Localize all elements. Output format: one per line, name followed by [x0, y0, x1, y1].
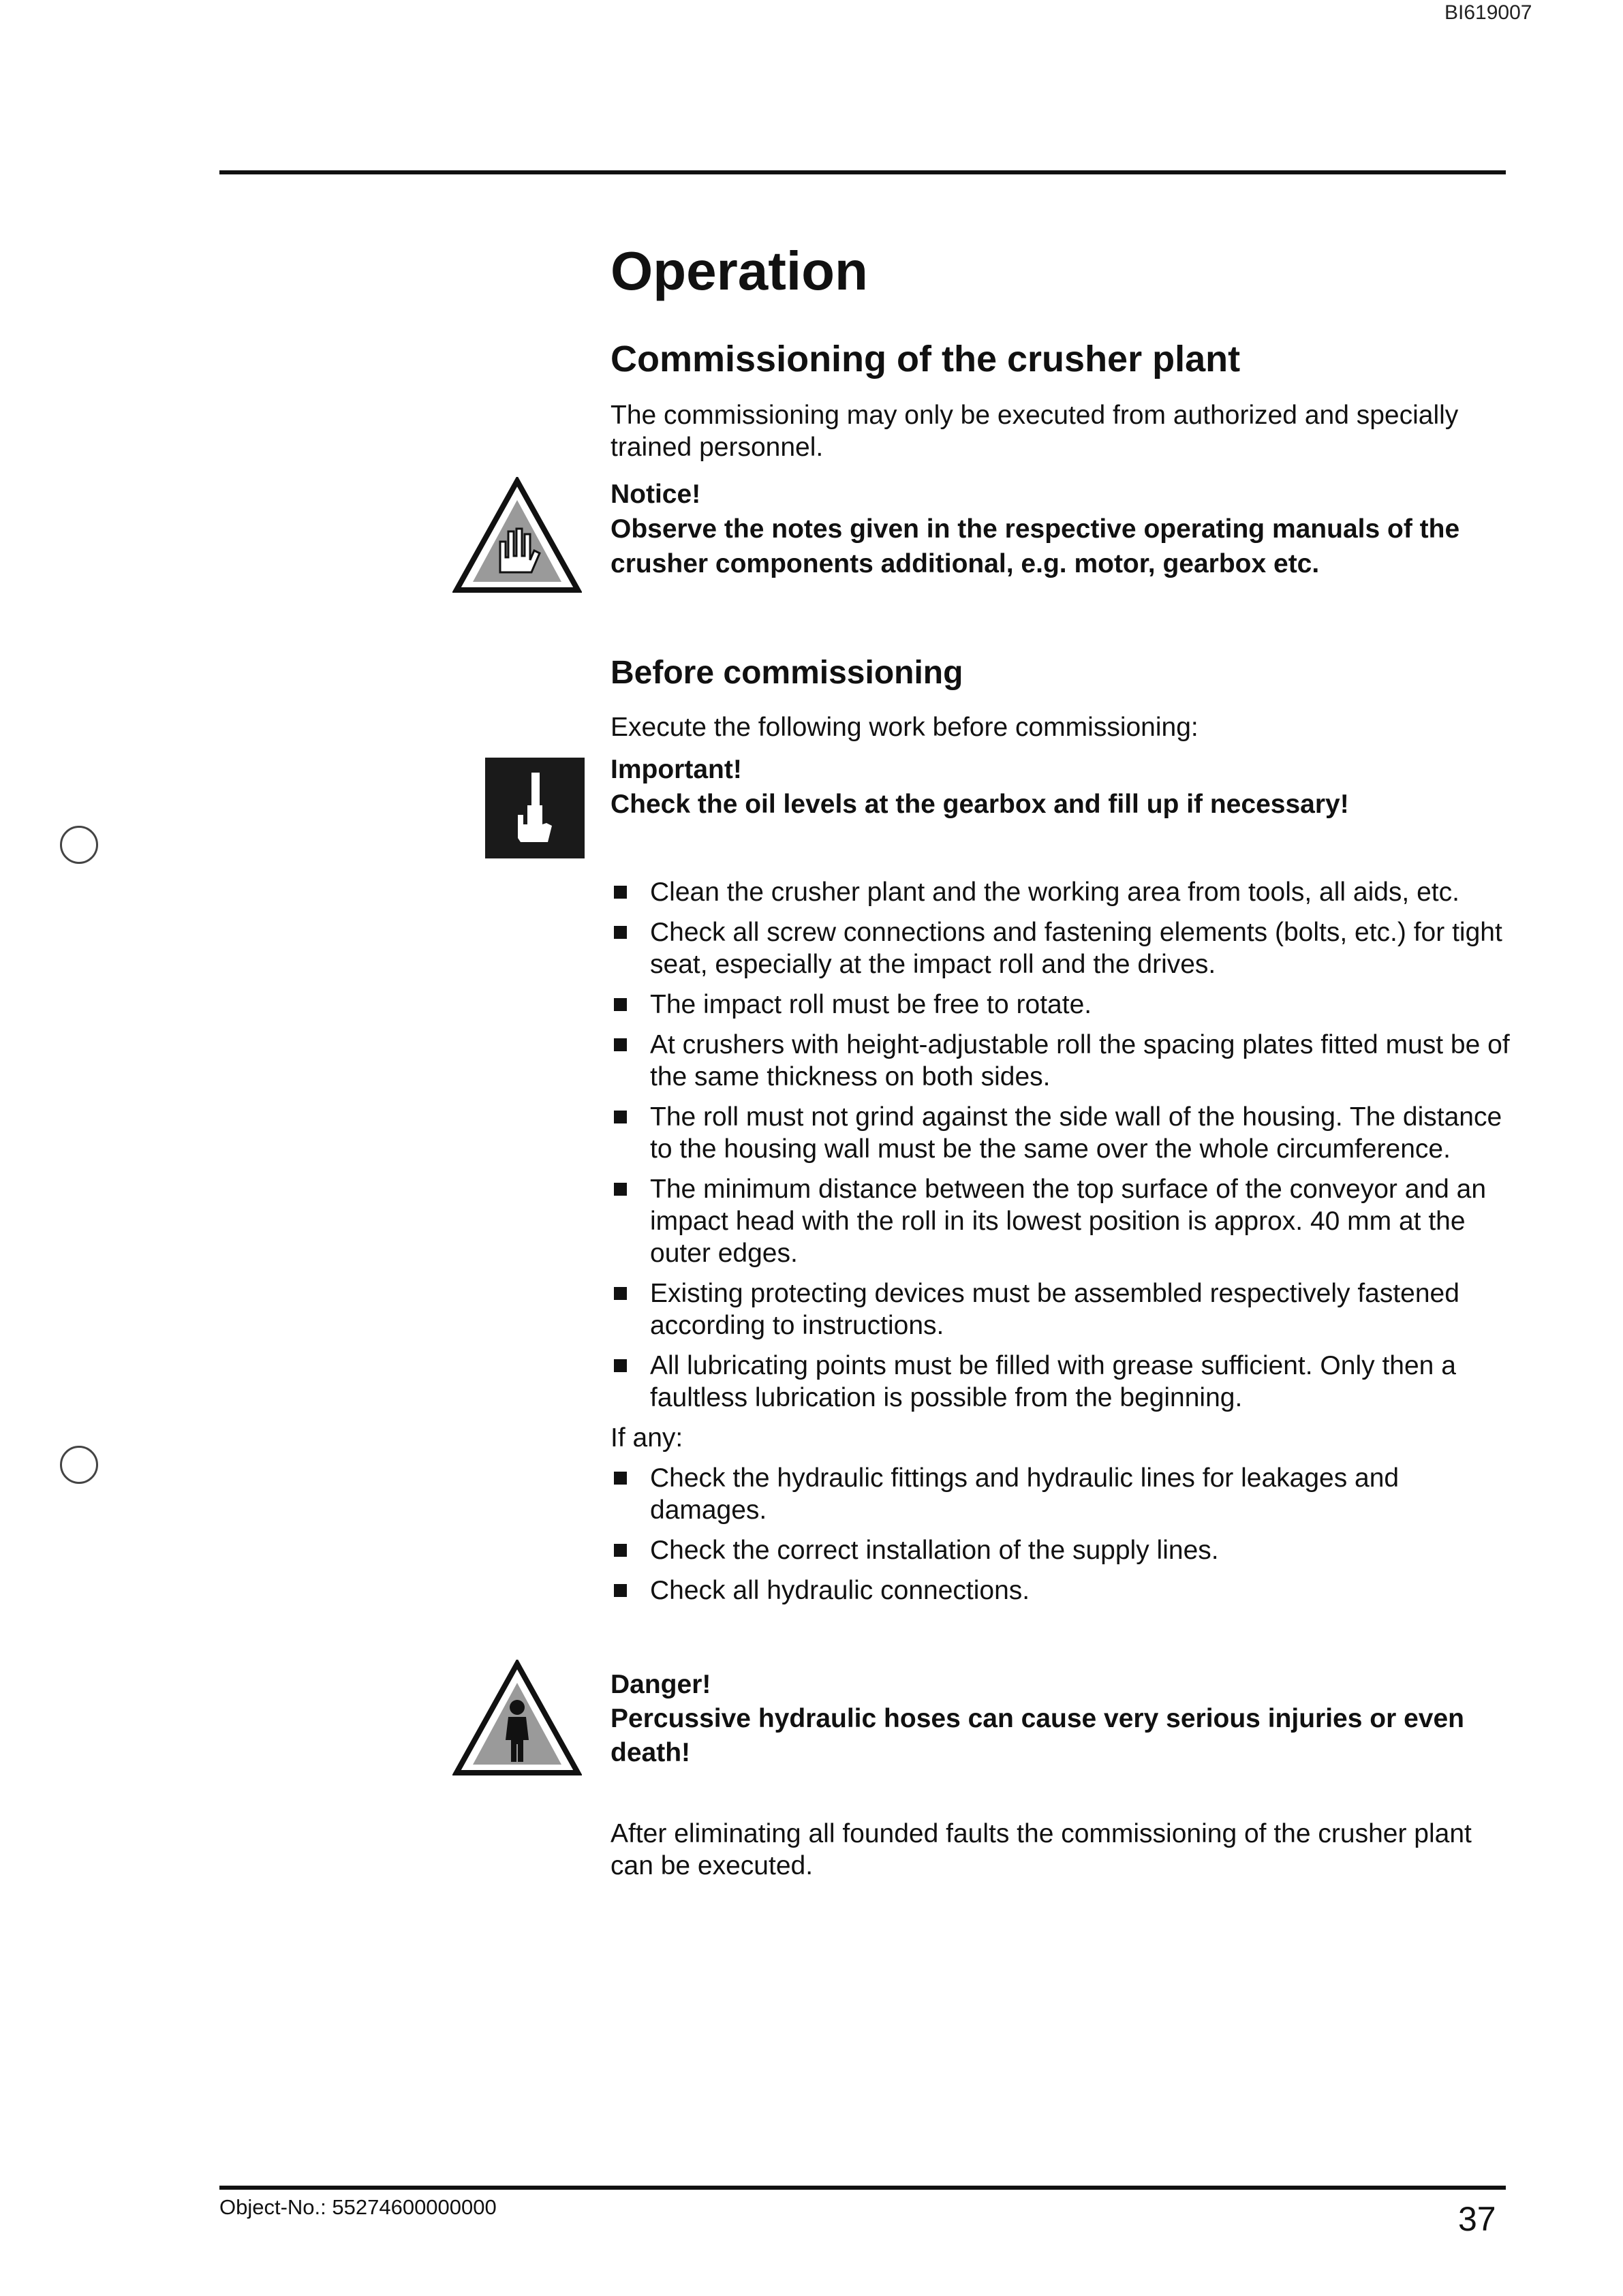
warning-hand-icon	[452, 477, 582, 594]
section-heading: Commissioning of the crusher plant	[610, 339, 1241, 379]
list-item: All lubricating points must be filled with grease sufficient. Only then a faultless lubrication is possible from the beginning.	[610, 1350, 1510, 1414]
bullet-square-icon	[614, 1359, 627, 1372]
subsection-intro: Execute the following work before commissioning:	[610, 713, 1199, 742]
subsection-heading: Before commissioning	[610, 655, 963, 691]
notice-label: Notice!	[610, 480, 701, 509]
punch-hole-lower	[60, 1446, 98, 1484]
list-item: The roll must not grind against the side wall of the housing. The distance to the housing wall must be the same over the whole circumference.	[610, 1101, 1510, 1165]
if-any-label: If any:	[610, 1423, 683, 1453]
bullet-square-icon	[614, 1287, 627, 1300]
bullet-square-icon	[614, 1544, 627, 1557]
footer-rule	[219, 2186, 1506, 2190]
list-item: Check the correct installation of the supply lines.	[610, 1534, 1510, 1566]
danger-text: Percussive hydraulic hoses can cause very serious injuries or even death!	[610, 1704, 1464, 1767]
page-number: 37	[1458, 2200, 1496, 2238]
list-item: The impact roll must be free to rotate.	[610, 989, 1510, 1021]
notice-text: Observe the notes given in the respective operating manuals of the crusher components additional, e.g. motor, gearbox etc.	[610, 514, 1460, 578]
bullet-square-icon	[614, 1183, 627, 1196]
danger-label: Danger!	[610, 1670, 711, 1699]
bullet-square-icon	[614, 1584, 627, 1597]
checklist	[610, 876, 1510, 1615]
important-text: Check the oil levels at the gearbox and fill up if necessary!	[610, 790, 1349, 819]
danger-block	[610, 1668, 1503, 1770]
notice-block	[610, 477, 1503, 581]
section-intro: The commissioning may only be executed from authorized and specially trained personnel.	[610, 401, 1459, 462]
list-item: Check the hydraulic fittings and hydraulic lines for leakages and damages.	[610, 1462, 1510, 1526]
list-item: The minimum distance between the top surface of the conveyor and an impact head with the roll in its lowest position is approx. 40 mm at the outer edges.	[610, 1173, 1510, 1269]
page-title: Operation	[610, 241, 868, 301]
list-item: Check all screw connections and fastening elements (bolts, etc.) for tight seat, especially at the impact roll and the drives.	[610, 916, 1510, 980]
header-rule	[219, 170, 1506, 174]
important-block	[610, 752, 1503, 822]
list-item: At crushers with height-adjustable roll the spacing plates fitted must be of the same thickness on both sides.	[610, 1029, 1510, 1093]
document-id: BI619007	[1444, 1, 1532, 24]
bullet-square-icon	[614, 1111, 627, 1123]
punch-hole-upper	[60, 826, 98, 864]
important-label: Important!	[610, 755, 742, 784]
closing-paragraph: After eliminating all founded faults the commissioning of the crusher plant can be executed.	[610, 1819, 1472, 1880]
pointing-hand-icon	[485, 758, 585, 858]
bullet-square-icon	[614, 926, 627, 939]
bullet-square-icon	[614, 1038, 627, 1051]
list-item: Check all hydraulic connections.	[610, 1574, 1510, 1607]
list-item: Existing protecting devices must be assembled respectively fastened according to instructions.	[610, 1277, 1510, 1341]
danger-person-icon	[452, 1660, 582, 1777]
bullet-square-icon	[614, 998, 627, 1011]
bullet-square-icon	[614, 886, 627, 899]
object-number: Object-No.: 55274600000000	[219, 2195, 497, 2219]
bullet-square-icon	[614, 1472, 627, 1485]
list-item: Clean the crusher plant and the working area from tools, all aids, etc.	[610, 876, 1510, 908]
